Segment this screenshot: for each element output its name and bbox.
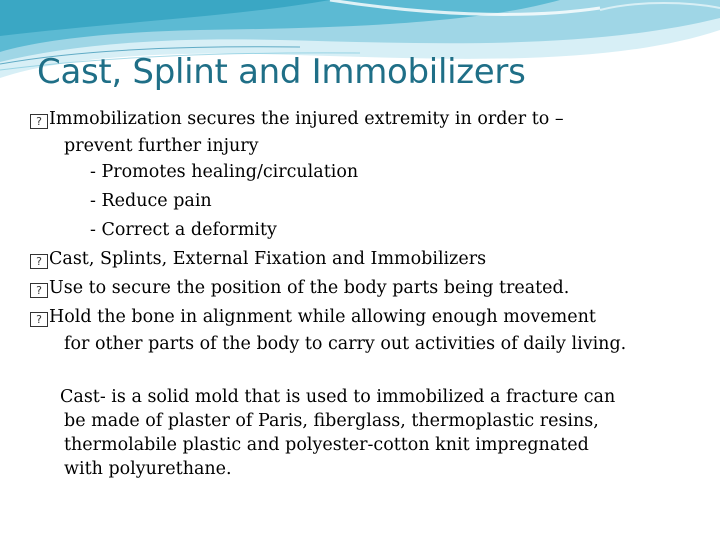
sub-item: - Correct a deformity <box>90 220 277 240</box>
bullet-continuation: prevent further injury <box>64 136 259 156</box>
bullet-continuation: for other parts of the body to carry out activities of daily living. <box>64 334 627 354</box>
bullet-item <box>30 303 710 332</box>
bullet-item <box>30 245 710 274</box>
bullet-text: Immobilization secures the injured extremity in order to – <box>49 109 564 129</box>
cast-definition-paragraph <box>58 385 708 481</box>
bullet-item <box>30 105 710 134</box>
bullet-text: Hold the bone in alignment while allowing enough movement <box>49 307 596 327</box>
sub-item: - Promotes healing/circulation <box>90 162 359 182</box>
bullet-icon: ? <box>30 283 48 298</box>
bullet-text: Use to secure the position of the body parts being treated. <box>49 278 570 298</box>
bullet-text: Cast, Splints, External Fixation and Immobilizers <box>49 249 487 269</box>
bullet-icon: ? <box>30 254 48 269</box>
paragraph-line: thermolabile plastic and polyester-cotton knit impregnated <box>64 435 589 455</box>
paragraph-line: be made of plaster of Paris, fiberglass, thermoplastic resins, <box>64 411 599 431</box>
bullet-item <box>30 274 710 303</box>
paragraph-line: with polyurethane. <box>64 459 232 479</box>
bullet-list <box>30 105 710 356</box>
bullet-icon: ? <box>30 312 48 327</box>
paragraph-line: Cast- is a solid mold that is used to immobilized a fracture can <box>60 387 616 407</box>
sub-item: - Reduce pain <box>90 191 212 211</box>
slide-title: Cast, Splint and Immobilizers <box>37 52 526 92</box>
bullet-icon: ? <box>30 114 48 129</box>
